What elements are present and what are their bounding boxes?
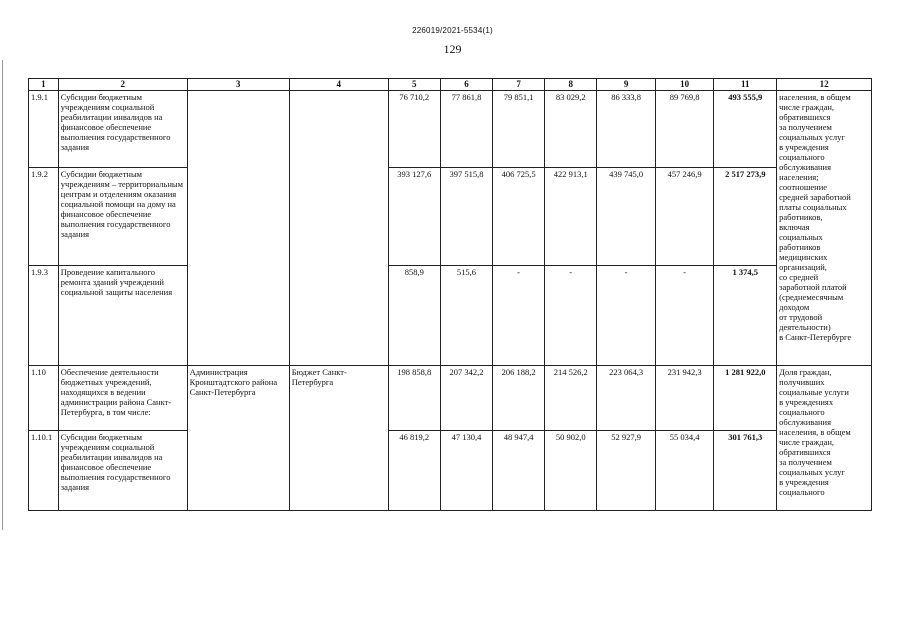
row-code: 1.9.2 <box>29 167 59 265</box>
header-row <box>29 79 872 91</box>
value-cell: 77 861,8 <box>440 90 492 167</box>
value-cell: 515,6 <box>440 265 492 365</box>
executor-cell-empty <box>187 90 289 365</box>
value-cell: 198 858,8 <box>388 365 440 430</box>
value-cell: - <box>545 265 597 365</box>
total-cell: 493 555,9 <box>714 90 777 167</box>
value-cell: 858,9 <box>388 265 440 365</box>
value-cell: 76 710,2 <box>388 90 440 167</box>
header-cell: 8 <box>545 79 597 91</box>
header-cell: 5 <box>388 79 440 91</box>
budget-table <box>28 78 872 511</box>
value-cell: 52 927,9 <box>597 430 656 510</box>
value-cell: 422 913,1 <box>545 167 597 265</box>
table-row <box>29 430 872 510</box>
value-cell: 393 127,6 <box>388 167 440 265</box>
value-cell: 406 725,5 <box>493 167 545 265</box>
value-cell: 50 902,0 <box>545 430 597 510</box>
executor-cell: Администрация Кронштадтского района Санкт-Петербурга <box>187 365 289 510</box>
header-cell: 2 <box>58 79 187 91</box>
total-cell: 301 761,3 <box>714 430 777 510</box>
row-name: Субсидии бюджетным учреждениям социальной реабилитации инвалидов на финансовое обеспечение выполнения государственного задания <box>58 430 187 510</box>
table-row <box>29 90 872 167</box>
value-cell: 439 745,0 <box>597 167 656 265</box>
value-cell: 48 947,4 <box>493 430 545 510</box>
indicator-cell: населения, в общем числе граждан, обратившихся за получением социальных услуг в учреждения социального обслуживания населения; соотношение средней заработной платы социальных работников, включая социальных работников медицинских организаций, со средней заработной платой (среднемесячным доходом от трудовой деятельности) в Санкт-Петербурге <box>777 90 872 365</box>
row-code: 1.10.1 <box>29 430 59 510</box>
row-name: Проведение капитального ремонта зданий учреждений социальной защиты населения <box>58 265 187 365</box>
page-number: 129 <box>443 42 462 56</box>
value-cell: 47 130,4 <box>440 430 492 510</box>
value-cell: 86 333,8 <box>597 90 656 167</box>
value-cell: 79 851,1 <box>493 90 545 167</box>
value-cell: 457 246,9 <box>655 167 714 265</box>
value-cell: - <box>493 265 545 365</box>
value-cell: 397 515,8 <box>440 167 492 265</box>
table-row <box>29 265 872 365</box>
indicator-cell: Доля граждан, получивших социальные услуги в учреждениях социального обслуживания населения, в общем числе граждан, обратившихся за получением социальных услуг в учреждения социального <box>777 365 872 510</box>
value-cell: 223 064,3 <box>597 365 656 430</box>
value-cell: 83 029,2 <box>545 90 597 167</box>
header-cell: 3 <box>187 79 289 91</box>
value-cell: 231 942,3 <box>655 365 714 430</box>
table-row <box>29 167 872 265</box>
value-cell: 206 188,2 <box>493 365 545 430</box>
header-cell: 12 <box>777 79 872 91</box>
table-row <box>29 365 872 430</box>
header-cell: 6 <box>440 79 492 91</box>
row-name: Субсидии бюджетным учреждениям социальной реабилитации инвалидов на финансовое обеспечение выполнения государственного задания <box>58 90 187 167</box>
document-id: 226019/2021-5534(1) <box>412 26 493 35</box>
row-name: Обеспечение деятельности бюджетных учреждений, находящихся в ведении администрации района Санкт-Петербурга, в том числе: <box>58 365 187 430</box>
row-code: 1.10 <box>29 365 59 430</box>
value-cell: 207 342,2 <box>440 365 492 430</box>
row-code: 1.9.1 <box>29 90 59 167</box>
row-code: 1.9.3 <box>29 265 59 365</box>
value-cell: 55 034,4 <box>655 430 714 510</box>
header-cell: 7 <box>493 79 545 91</box>
header-cell: 11 <box>714 79 777 91</box>
row-name: Субсидии бюджетным учреждениям – территориальным центрам и отделениям оказания социальной помощи на дому на финансовое обеспечение выполнения государственного задания <box>58 167 187 265</box>
value-cell: 214 526,2 <box>545 365 597 430</box>
header-cell: 1 <box>29 79 59 91</box>
header-cell: 9 <box>597 79 656 91</box>
source-cell: Бюджет Санкт-Петербурга <box>289 365 388 510</box>
value-cell: 89 769,8 <box>655 90 714 167</box>
scan-edge-line <box>2 60 3 530</box>
header-cell: 4 <box>289 79 388 91</box>
total-cell: 2 517 273,9 <box>714 167 777 265</box>
value-cell: - <box>597 265 656 365</box>
total-cell: 1 374,5 <box>714 265 777 365</box>
source-cell-empty <box>289 90 388 365</box>
header-cell: 10 <box>655 79 714 91</box>
value-cell: 46 819,2 <box>388 430 440 510</box>
value-cell: - <box>655 265 714 365</box>
total-cell: 1 281 922,0 <box>714 365 777 430</box>
